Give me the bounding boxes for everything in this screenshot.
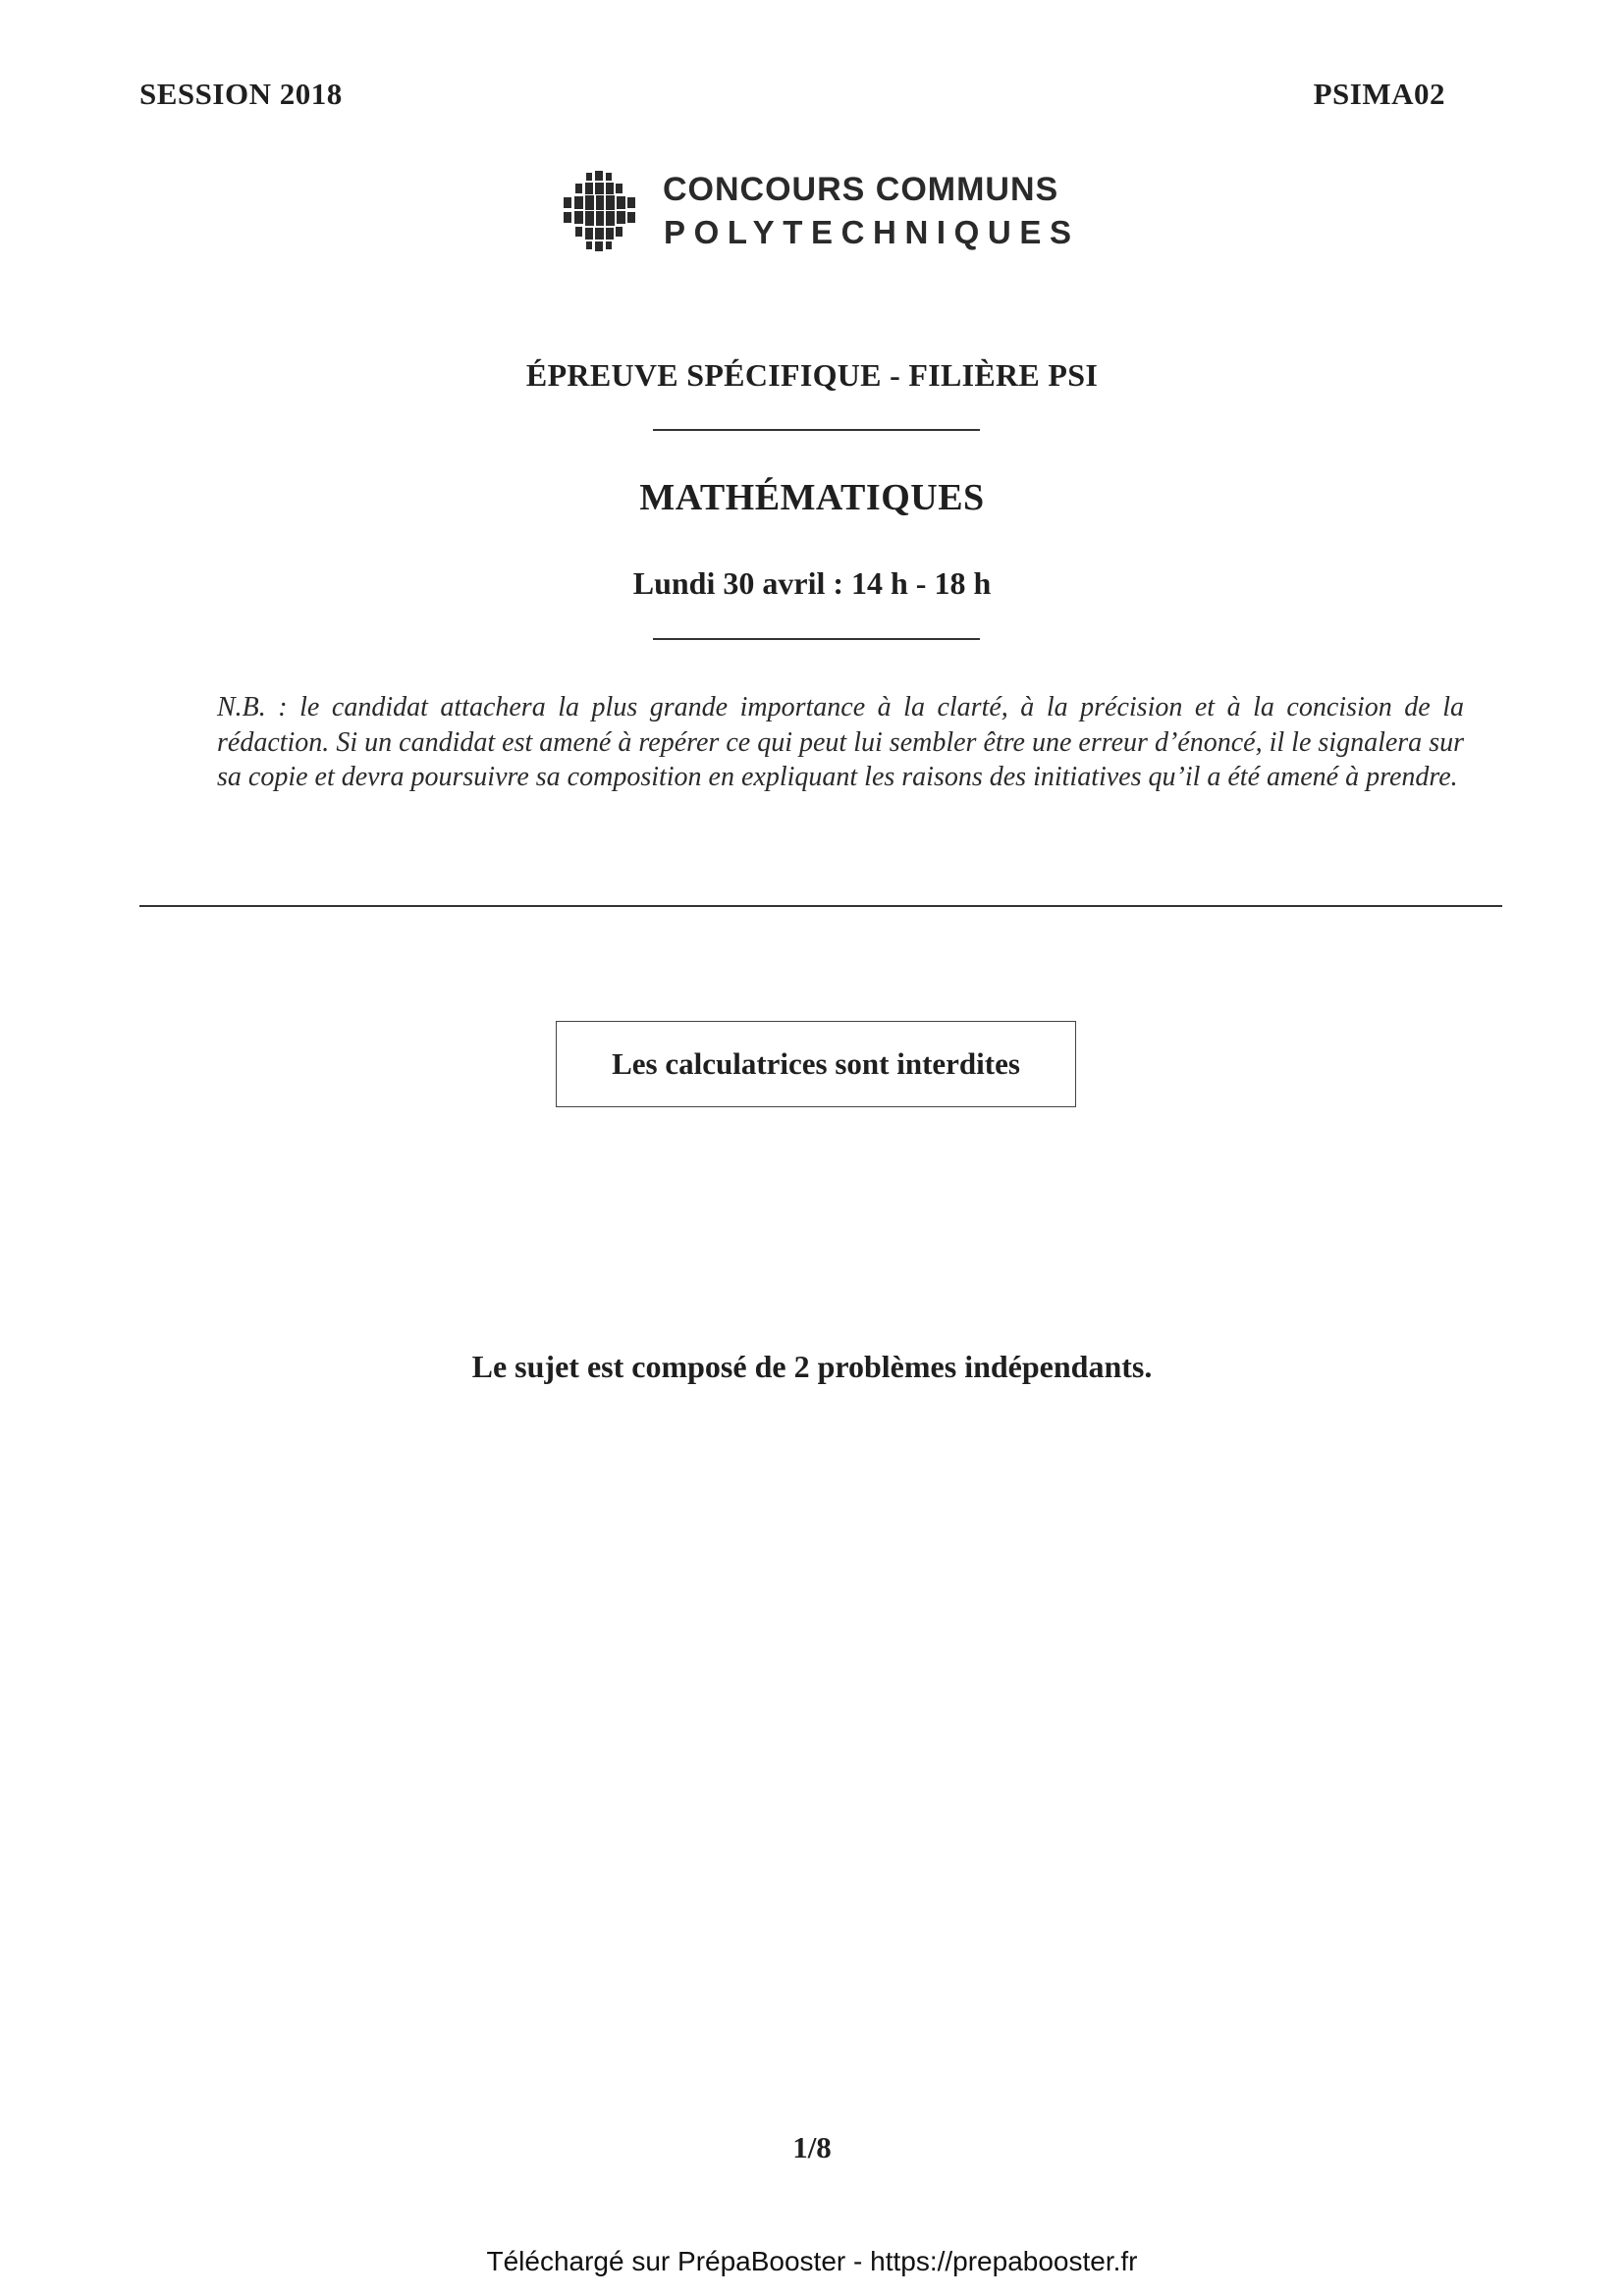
page-number: 1/8 — [792, 2130, 832, 2164]
exam-code: PSIMA02 — [1313, 77, 1445, 111]
globe-grid-icon — [564, 171, 635, 251]
subject-title: MATHÉMATIQUES — [639, 477, 985, 518]
instructions-note: N.B. : le candidat attachera la plus grande importance à la clarté, à la précision et à la concision de la rédaction. Si un candidat est amené à repérer ce qui peut lui sembler être une erreur d’énoncé, il le signalera sur sa copie et devra poursuivre sa composition en expliquant les raisons des initiatives qu’il a été amené à prendre. — [217, 692, 1464, 792]
session-label: SESSION 2018 — [139, 77, 343, 111]
divider-short — [653, 638, 980, 640]
divider-short — [653, 429, 980, 431]
download-footer: Téléchargé sur PrépaBooster - https://prepabooster.fr — [486, 2246, 1138, 2276]
exam-date: Lundi 30 avril : 14 h - 18 h — [632, 565, 992, 601]
logo-text-polytechniques: POLYTECHNIQUES — [664, 214, 1080, 250]
exam-type-title: ÉPREUVE SPÉCIFIQUE - FILIÈRE PSI — [525, 357, 1099, 393]
logo-text-concours-communs: CONCOURS COMMUNS — [663, 171, 1059, 208]
calculator-notice-text: Les calculatrices sont interdites — [612, 1046, 1020, 1081]
composition-note: Le sujet est composé de 2 problèmes indépendants. — [471, 1349, 1153, 1384]
calculator-notice-box — [556, 1021, 1076, 1107]
divider-long — [139, 905, 1502, 907]
